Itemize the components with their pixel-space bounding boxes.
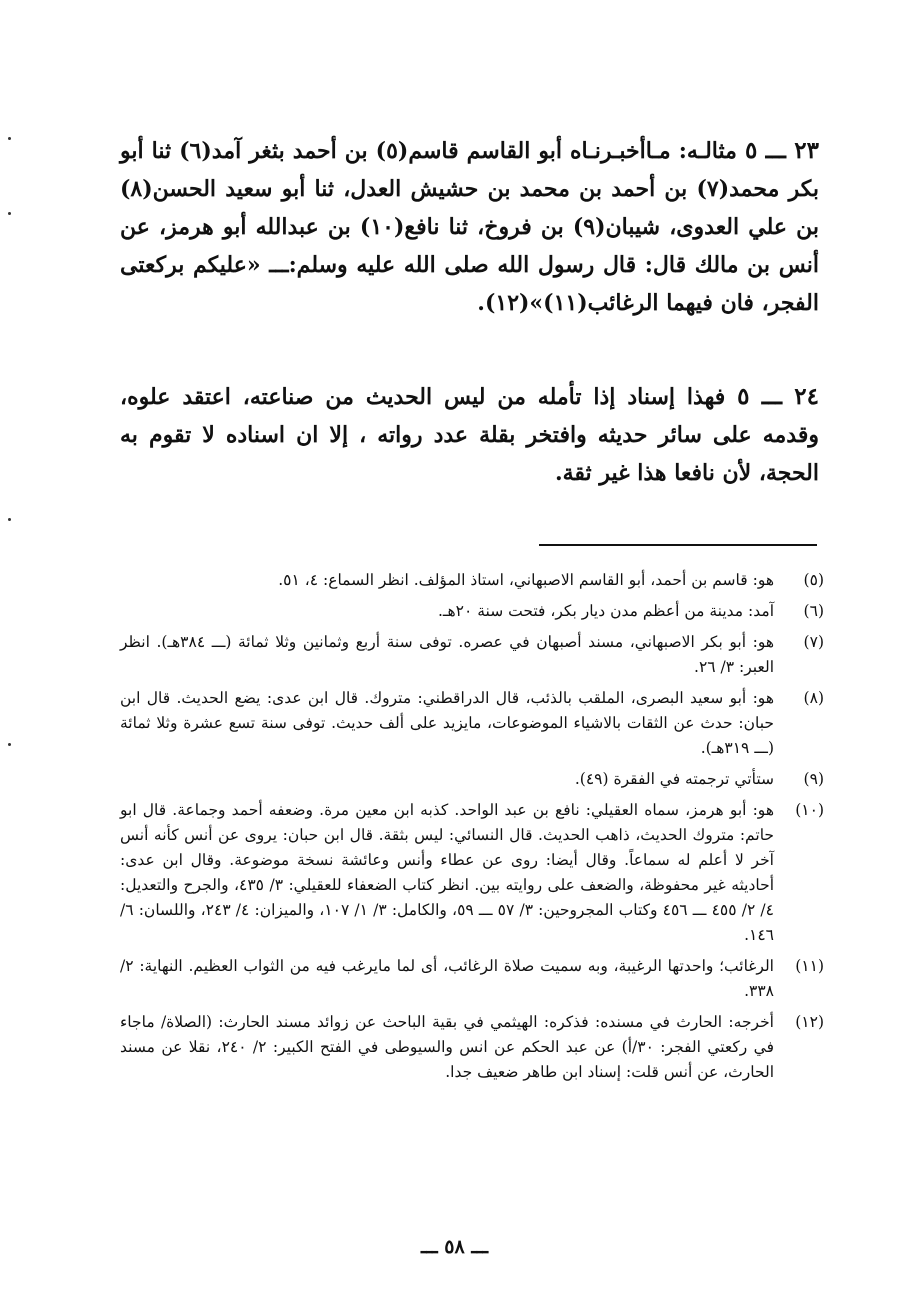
- footnote-label: (٥): [803, 571, 824, 589]
- footnote-item: [120, 954, 824, 1004]
- paragraph-text: فهذا إسناد إذا تأمله من ليس الحديث من صناعته، اعتقد علوه، وقدمه على سائر حديثه وافتخر بقلة عدد رواته ، إلا ان اسناده لا تقوم به الحجة، لأن نافعا هذا غير ثقة.: [120, 384, 819, 486]
- footnote-item: [120, 686, 824, 761]
- footnote-label: (٧): [803, 633, 824, 651]
- footnote-label: (١٢): [795, 1013, 824, 1031]
- footnote-text: الرغائب؛ واحدتها الرغيبة، وبه سميت صلاة الرغائب، أى لما مايرغب فيه من الثواب العظيم. النهاية: ٢/ ٣٣٨.: [120, 957, 774, 1000]
- footnote-item: [120, 798, 824, 948]
- page-number: ـــ ٥٨ ـــ: [420, 1236, 489, 1258]
- footnote-label: (١١): [795, 957, 824, 975]
- footnote-item: [120, 767, 824, 792]
- footnote-label: (١٠): [795, 801, 824, 819]
- scan-speck: [8, 137, 11, 140]
- footnote-item: [120, 630, 824, 680]
- footnotes: [120, 568, 824, 1091]
- footnote-text: آمد: مدينة من أعظم مدن ديار بكر، فتحت سنة ٢٠هـ.: [437, 602, 774, 620]
- paragraph-number: ٢٤ ـــ ٥: [737, 383, 819, 410]
- paragraph-24: [120, 378, 819, 492]
- footnote-item: [120, 599, 824, 624]
- scan-speck: [8, 743, 11, 746]
- footnote-label: (٦): [803, 602, 824, 620]
- footnote-item: [120, 568, 824, 593]
- footnote-text: هو: قاسم بن أحمد، أبو القاسم الاصبهاني، استاذ المؤلف. انظر السماع: ٤، ٥١.: [278, 571, 774, 589]
- footnote-text: هو: أبو سعيد البصرى، الملقب بالذئب، قال الدراقطني: متروك. قال ابن عدى: يضع الحديث. قال ابن حبان: حدث عن الثقات بالاشياء الموضوعات، مايزيد على ألف حديث. توفى سنة تسع عشرة وثلا ثمائة (ـــ ٣١٩هـ).: [120, 689, 774, 757]
- footnote-label: (٩): [803, 770, 824, 788]
- footnote-item: [120, 1010, 824, 1085]
- footnote-label: (٨): [803, 689, 824, 707]
- scan-speck: [8, 212, 11, 215]
- scan-speck: [8, 518, 11, 521]
- footnote-text: هو: أبو بكر الاصبهاني، مسند أصبهان في عصره. توفى سنة أربع وثمانين وثلا ثمائة (ـــ ٣٨٤هـ). انظر العبر: ٣/ ٢٦.: [120, 633, 774, 676]
- paragraph-number: ٢٣ ـــ ٥: [744, 137, 819, 164]
- paragraph-text: مثالـه: مـاأخبـرنـاه أبو القاسم قاسم(٥) بن أحمد بثغر آمد(٦) ثنا أبو بكر محمد(٧) بن أحمد بن محمد بن حشيش العدل، ثنا أبو سعيد الحسن(٨) بن علي العدوى، شيبان(٩) بن فروخ، ثنا نافع(١٠) بن عبدالله أبو هرمز، عن أنس بن مالك قال: قال رسول الله صلى الله عليه وسلم:ـــ «عليكم بركعتى الفجر، فان فيهما الرغائب(١١)»(١٢).: [120, 138, 820, 316]
- footnote-text: ستأتي ترجمته في الفقرة (٤٩).: [574, 770, 774, 788]
- footnote-separator: [539, 544, 817, 546]
- paragraph-23: [120, 132, 819, 322]
- footnote-text: أخرجه: الحارث في مسنده: فذكره: الهيثمي في بقية الباحث عن زوائد مسند الحارث: (الصلاة/ ماجاء في ركعتي الفجر: ٣٠/أ) عن عبد الحكم عن انس والسيوطى في الفتح الكبير: ٢/ ٢٤٠، نقلا عن مسند الحارث، عن أنس قلت: إسناد ابن طاهر ضعيف جدا.: [120, 1013, 774, 1081]
- footnote-text: هو: أبو هرمز، سماه العقيلي: نافع بن عبد الواحد. كذبه ابن معين مرة. وضعفه أحمد وجماعة. قال ابو حاتم: متروك الحديث، ذاهب الحديث. قال النسائي: ليس بثقة. قال ابن حبان: يروى عن أنس كأنه أنس آخر لا أعلم له سماعاً. وقال أيضا: روى عن عطاء وأنس وعائشة نسخة موضوعة. وقال ابن عدى: أحاديثه غير محفوظة، والضعف على روايته بين. انظر كتاب الضعفاء للعقيلي: ٣/ ٤٣٥، والجرح والتعديل: ٤/ ٢/ ٤٥٥ ـــ ٤٥٦ وكتاب المجروحين: ٣/ ٥٧ ـــ ٥٩، والكامل: ٣/ ١/ ١٠٧، والميزان: ٤/ ٢٤٣، واللسان: ٦/ ١٤٦.: [120, 801, 775, 944]
